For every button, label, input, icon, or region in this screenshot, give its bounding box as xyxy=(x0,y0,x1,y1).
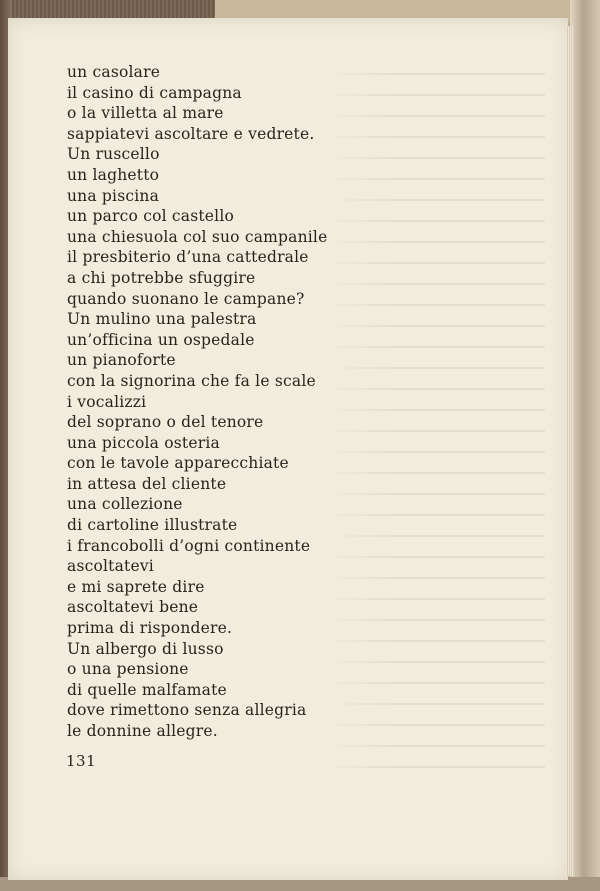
poem-line: con la signorina che fa le scale xyxy=(67,371,316,390)
show-through-text xyxy=(300,60,545,780)
poem-line: una collezione xyxy=(67,495,183,514)
page-number: 131 xyxy=(66,752,97,770)
book-cover-right xyxy=(570,0,600,891)
poem-line: Un mulino una palestra xyxy=(67,310,257,329)
poem-line: del soprano o del tenore xyxy=(67,413,264,432)
poem-line: un laghetto xyxy=(67,165,160,184)
poem-line: un pianoforte xyxy=(67,351,176,370)
poem-line: i francobolli d’ogni continente xyxy=(67,536,311,555)
poem-line: il casino di campagna xyxy=(67,83,242,102)
poem-line: o la villetta al mare xyxy=(67,104,224,123)
poem-line: in attesa del cliente xyxy=(67,474,227,493)
poem-line: un casolare xyxy=(67,63,161,81)
poem-line: ascoltatevi xyxy=(67,557,154,576)
poem-line: un parco col castello xyxy=(67,207,235,226)
poem-line: una chiesuola col suo campanile xyxy=(67,227,328,246)
poem-line: o una pensione xyxy=(67,660,189,679)
poem-line: di cartoline illustrate xyxy=(67,516,238,535)
poem-line: con le tavole apparecchiate xyxy=(67,454,289,473)
poem-line: una piccola osteria xyxy=(67,433,220,452)
page-edges xyxy=(566,26,574,876)
poem-line: Un albergo di lusso xyxy=(67,639,224,658)
poem-text xyxy=(67,62,327,742)
poem-line: a chi potrebbe sfuggire xyxy=(67,268,256,287)
poem-line: di quelle malfamate xyxy=(67,680,227,699)
poem-line: le donnine allegre. xyxy=(67,722,218,740)
poem-line: i vocalizzi xyxy=(67,392,147,411)
poem-line: quando suonano le campane? xyxy=(67,289,305,308)
poem-line: ascoltatevi bene xyxy=(67,598,199,617)
poem-line: dove rimettono senza allegria xyxy=(67,701,307,720)
poem-line: e mi saprete dire xyxy=(67,577,205,596)
poem-line: il presbiterio d’una cattedrale xyxy=(67,248,309,267)
poem-line: prima di rispondere. xyxy=(67,619,233,638)
poem-line: un’officina un ospedale xyxy=(67,330,255,349)
poem-line: sappiatevi ascoltare e vedrete. xyxy=(67,124,315,143)
poem-line: una piscina xyxy=(67,186,160,205)
poem-line: Un ruscello xyxy=(67,145,160,164)
